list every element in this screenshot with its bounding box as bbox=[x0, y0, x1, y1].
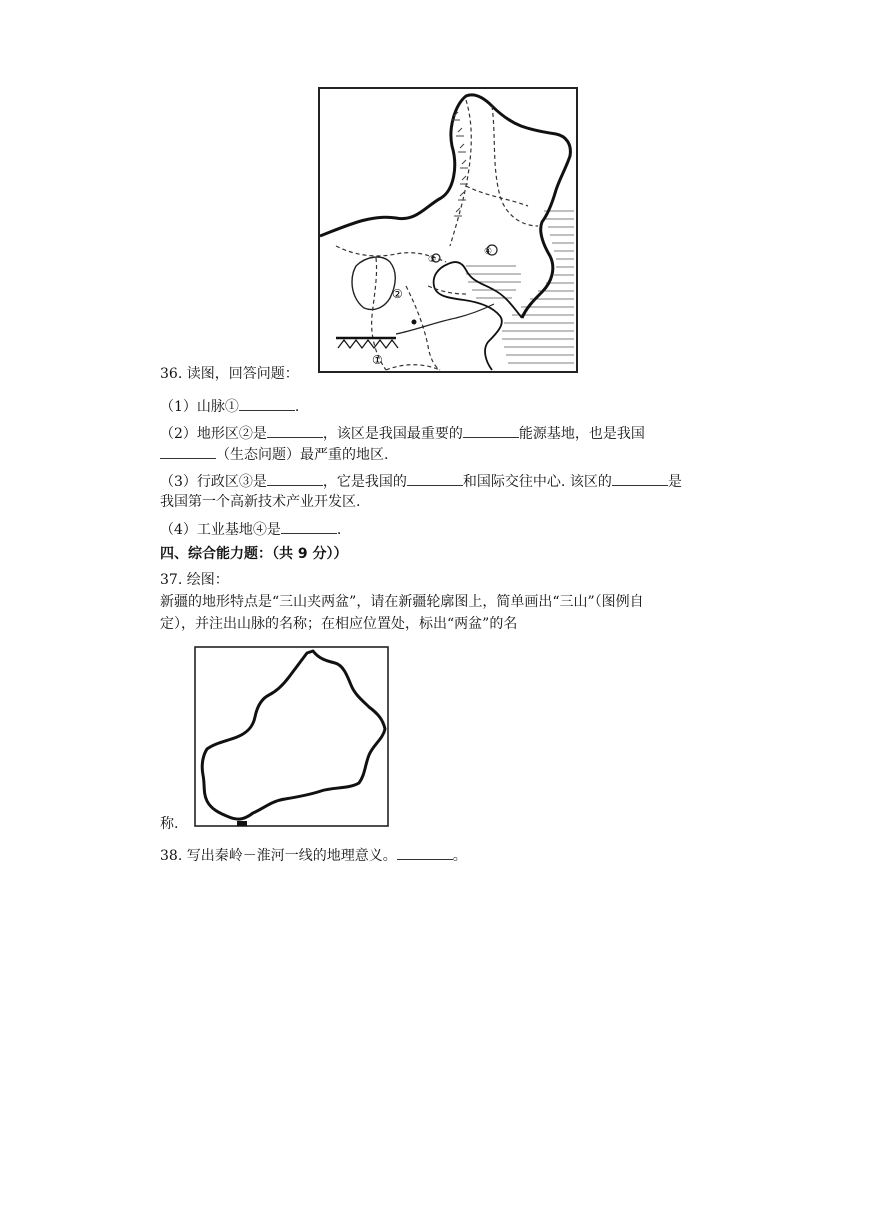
answer-blank[interactable] bbox=[612, 472, 668, 486]
q37-line3: 称. bbox=[160, 816, 179, 832]
q36-part4-end: . bbox=[336, 522, 342, 538]
q36-part3-line1 bbox=[160, 472, 682, 491]
answer-blank[interactable] bbox=[281, 520, 337, 534]
answer-blank[interactable] bbox=[397, 846, 453, 860]
q36-part3-text-d: 是 bbox=[667, 474, 682, 490]
q36-part3-line2: 我国第一个高新技术产业开发区. bbox=[160, 494, 361, 510]
answer-blank[interactable] bbox=[267, 424, 323, 438]
northeast-china-map bbox=[316, 86, 580, 376]
answer-blank[interactable] bbox=[239, 397, 295, 411]
answer-blank[interactable] bbox=[267, 472, 323, 486]
q36-part3-text-c: 和国际交往中心. 该区的 bbox=[462, 474, 612, 490]
map-label-4: ④ bbox=[484, 247, 493, 257]
answer-blank[interactable] bbox=[160, 445, 216, 459]
q36-part2-line2 bbox=[160, 445, 388, 464]
q37-line1: 新疆的地形特点是“三山夹两盆”，请在新疆轮廓图上，简单画出“三山”（图例自 bbox=[160, 594, 644, 610]
q36-part3-text-b: ，它是我国的 bbox=[322, 474, 407, 490]
map-label-3: ③ bbox=[428, 255, 437, 265]
q38-end: 。 bbox=[452, 848, 467, 864]
answer-blank[interactable] bbox=[463, 424, 519, 438]
q36-part2-text-d: （生态问题）最严重的地区. bbox=[216, 447, 389, 463]
q36-part4-text: （4）工业基地④是 bbox=[160, 522, 281, 538]
xinjiang-outline-map[interactable] bbox=[193, 645, 391, 829]
map-label-2: ② bbox=[392, 287, 403, 301]
q36-part1 bbox=[160, 397, 299, 416]
q38-text: 38. 写出秦岭－淮河一线的地理意义。 bbox=[160, 848, 397, 864]
q37-line2: 定），并注出山脉的名称；在相应位置处，标出“两盆”的名 bbox=[160, 616, 518, 632]
q38 bbox=[160, 846, 467, 865]
map-label-1: ① bbox=[372, 353, 383, 367]
q37-stem: 37. 绘图： bbox=[160, 572, 229, 588]
q36-part2-text-c: 能源基地，也是我国 bbox=[518, 426, 645, 442]
section-title: 四、综合能力题：（共 9 分）） bbox=[160, 546, 348, 562]
q36-part1-text: （1）山脉① bbox=[160, 399, 239, 415]
q36-part2-text-a: （2）地形区②是 bbox=[160, 426, 267, 442]
q36-part2-text-b: ，该区是我国最重要的 bbox=[322, 426, 463, 442]
q36-part1-end: . bbox=[294, 399, 300, 415]
answer-blank[interactable] bbox=[407, 472, 463, 486]
q36-part3-text-a: （3）行政区③是 bbox=[160, 474, 267, 490]
q36-part4 bbox=[160, 520, 341, 539]
q36-part2-line1 bbox=[160, 424, 645, 443]
q36-stem: 36. 读图，回答问题： bbox=[160, 366, 299, 382]
